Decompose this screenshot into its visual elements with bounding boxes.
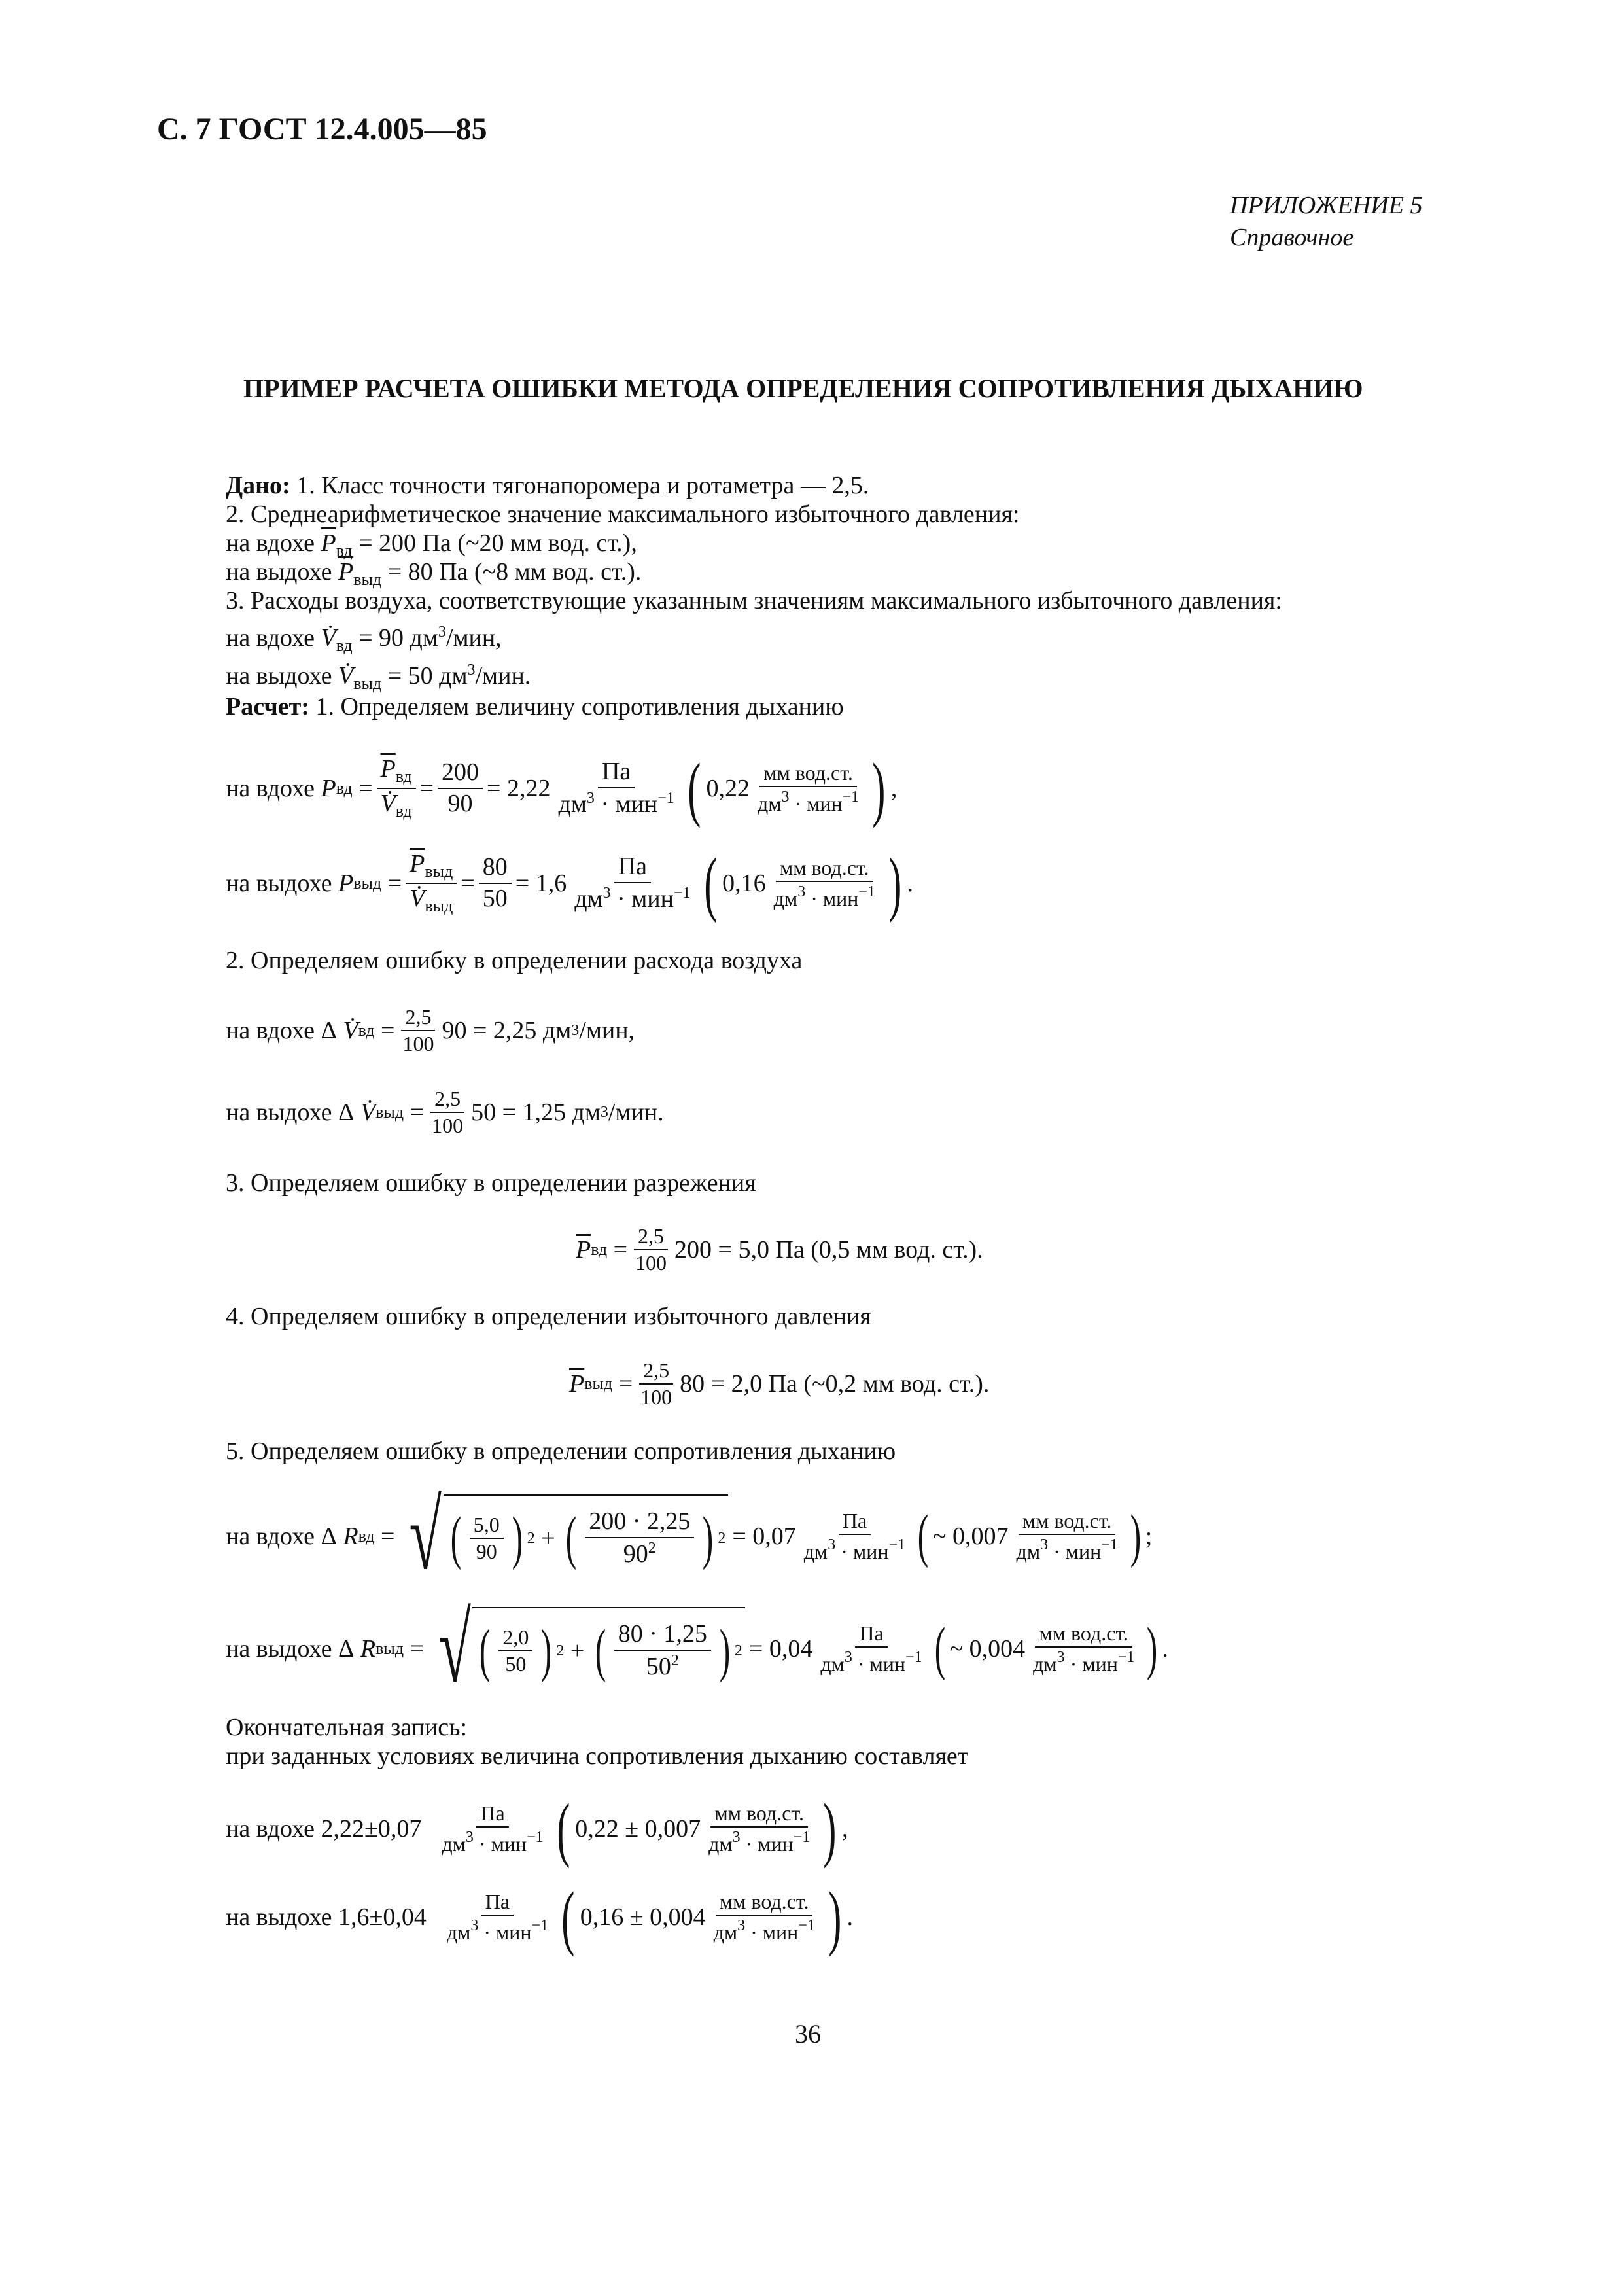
page-number: 36 xyxy=(795,2019,821,2049)
calc-line-1: Расчет: 1. Определяем величину сопротивления дыханию xyxy=(226,693,844,720)
equation-resistance-error-exhale: на выдохе Δ R выд = √ ( $\frac{2,0}{50}$ ) 2 + ( $\frac{80 \cdot 1,25}{50^2}$ ) 2 = 0,04 $\frac{Па}{дм^3 \cdot мин^{-1}}$ ( ~ 0,004 $\frac{\text{мм вод.ст.}}{дм^3 \cdot мин^{-1}}$ ) . xyxy=(226,1594,1168,1703)
appendix-block xyxy=(1230,190,1422,255)
given-text-1: 1. Класс точности тягонапоромера и ротаметра — 2,5. xyxy=(290,472,869,499)
equation-resistance-exhale: на выдохе P выд = $\frac{\overline{P}_{выд}}{V̇_{выд}}$ = $\frac{80}{50}$ = 1,6 $\frac{Па}{дм^3 \cdot мин^{-1}}$ ( 0,16 $\frac{\text{мм вод.ст.}}{дм^3 \cdot мин^{-1}}$ ) . xyxy=(226,843,914,923)
calc-step-4: 4. Определяем ошибку в определении избыточного давления xyxy=(226,1303,871,1330)
equation-flow-error-inhale: на вдохе Δ V̇ вд = $\frac{2,5}{100}$ 90 = 2,25 дм 3 /мин, xyxy=(226,1004,635,1055)
page-header: С. 7 ГОСТ 12.4.005—85 xyxy=(157,112,487,147)
document-title: ПРИМЕР РАСЧЕТА ОШИБКИ МЕТОДА ОПРЕДЕЛЕНИЯ СОПРОТИВЛЕНИЯ ДЫХАНИЮ xyxy=(243,374,1363,403)
equation-flow-error-exhale: на выдохе Δ V̇ выд = $\frac{2,5}{100}$ 50 = 1,25 дм 3 /мин. xyxy=(226,1086,664,1137)
final-inhale: на вдохе 2,22±0,07 $\frac{Па}{дм^3 \cdot мин^{-1}}$ ( 0,22 ± 0,007 $\frac{\text{мм вод.ст.}}{дм^3 \cdot мин^{-1}}$ ) , xyxy=(226,1789,848,1869)
equation-resistance-error-inhale: на вдохе Δ R вд = √ ( $\frac{5,0}{90}$ ) 2 + ( $\frac{200 \cdot 2,25}{90^2}$ ) 2 = 0,07 $\frac{Па}{дм^3 \cdot мин^{-1}}$ ( ~ 0,007 $\frac{\text{мм вод.ст.}}{дм^3 \cdot мин^{-1}}$ ) ; xyxy=(226,1481,1153,1591)
calc-step-5: 5. Определяем ошибку в определении сопротивления дыханию xyxy=(226,1438,896,1465)
equation-resistance-inhale: на вдохе P вд = $\frac{\overline{P}_{вд}}{V̇_{вд}}$ = $\frac{200}{90}$ = 2,22 $\frac{Па}{дм^3 \cdot мин^{-1}}$ ( 0,22 $\frac{\text{мм вод.ст.}}{дм^3 \cdot мин^{-1}}$ ) , xyxy=(226,749,898,828)
given-line-1 xyxy=(226,471,869,501)
appendix-subtitle: Справочное xyxy=(1230,224,1354,252)
appendix-title: ПРИЛОЖЕНИЕ 5 xyxy=(1230,192,1423,219)
given-line-5: 3. Расходы воздуха, соответствующие указанным значениям максимального избыточного давления: xyxy=(226,587,1282,614)
calc-label: Расчет: xyxy=(226,693,309,720)
final-exhale: на выдохе 1,6±0,04 $\frac{Па}{дм^3 \cdot мин^{-1}}$ ( 0,16 ± 0,004 $\frac{\text{мм вод.ст.}}{дм^3 \cdot мин^{-1}}$ ) . xyxy=(226,1877,853,1957)
given-line-3: на вдохе $\overline{P}_{вд} = 200$ Па (~20 мм вод. ст.), xyxy=(226,529,637,560)
final-heading: Окончательная запись: xyxy=(226,1714,468,1741)
calc-step-2: 2. Определяем ошибку в определении расхода воздуха xyxy=(226,947,803,974)
given-line-6: на вдохе $V̇_{вд} = 90$ $дм^3$/мин, xyxy=(226,624,502,655)
equation-vacuum-error: $\overline{P}$ вд = $\frac{2,5}{100}$ 200 = 5,0 Па (0,5 мм вод. ст.). xyxy=(576,1224,983,1275)
given-label: Дано: xyxy=(226,472,290,499)
calc-step-3: 3. Определяем ошибку в определении разрежения xyxy=(226,1169,756,1197)
final-text: при заданных условиях величина сопротивления дыханию составляет xyxy=(226,1742,969,1770)
equation-pressure-error: $\overline{P}$ выд = $\frac{2,5}{100}$ 80 = 2,0 Па (~0,2 мм вод. ст.). xyxy=(569,1358,990,1409)
given-line-7: на выдохе $V̇_{выд} = 50$ $дм^3$/мин. xyxy=(226,662,531,693)
given-line-4: на выдохе $\overline{P}_{выд} = 80$ Па (~8 мм вод. ст.). xyxy=(226,558,642,589)
given-line-2: 2. Среднеарифметическое значение максимального избыточного давления: xyxy=(226,501,1020,528)
